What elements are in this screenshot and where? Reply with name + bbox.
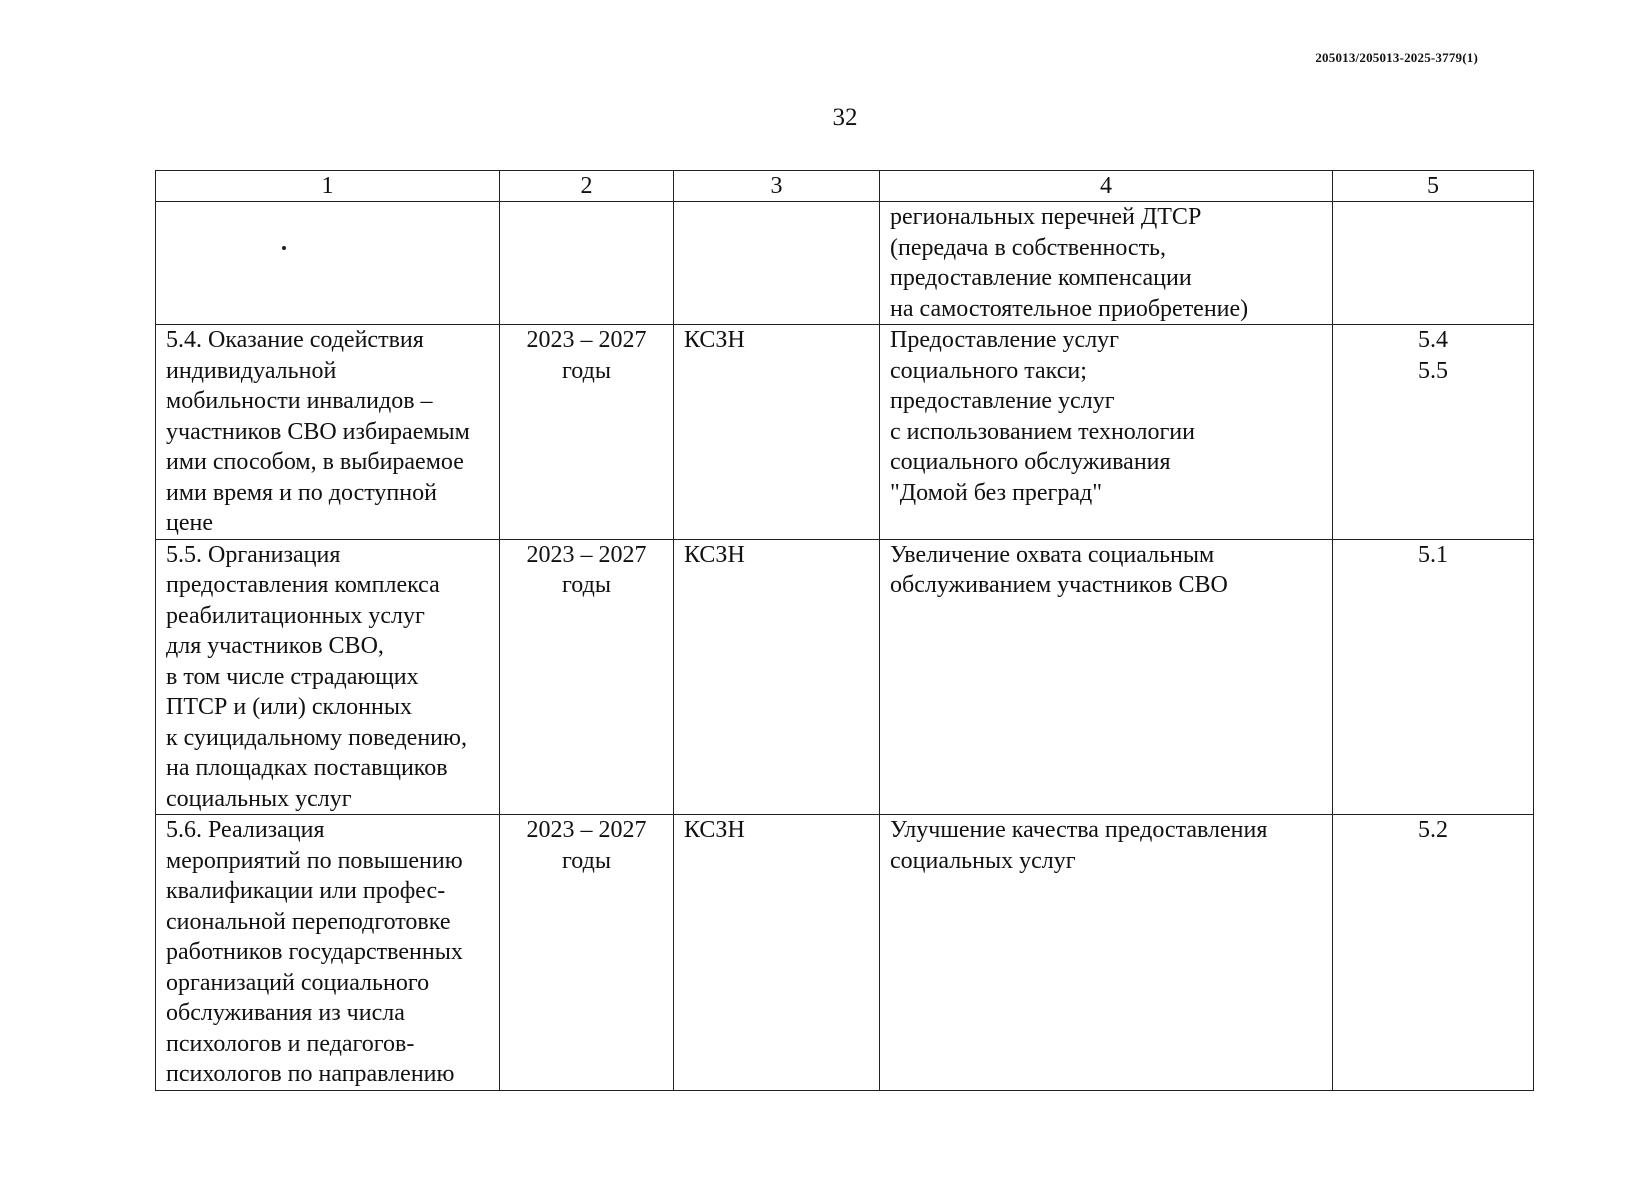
cell-line: 5.4 [1418,327,1448,353]
cell-line: 2023 – 2027 [526,541,647,568]
table-cell: КСЗН [674,539,880,815]
table-cell [880,539,1333,815]
table-cell [880,325,1333,540]
cell-line: реабилитационных услуг [166,602,425,629]
table-header-row [156,171,1534,202]
cell-line: 5.6. Реализация [166,817,325,843]
cell-line: участников СВО избираемым [166,418,470,445]
cell-line: "Домой без преград" [890,479,1103,506]
cell-line: Улучшение качества предоставления [890,817,1268,843]
table-row [156,325,1534,540]
cell-line: психологов и педагогов- [166,1030,415,1057]
cell-line: 5.5 [1418,357,1448,384]
cell-line: мероприятий по повышению [166,847,463,874]
table-cell [1333,815,1534,1091]
column-header: 1 [156,171,500,202]
table-cell [1333,539,1534,815]
cell-line: предоставление услуг [890,388,1115,414]
cell-line: на самостоятельное приобретение) [890,295,1249,322]
table-row [156,202,1534,325]
column-header: 3 [674,171,880,202]
cell-line: социальных услуг [166,785,352,812]
cell-line: в том числе страдающих [166,663,419,690]
table-cell [500,815,674,1091]
table-cell [156,202,500,325]
cell-line: Увеличение охвата социальным [890,541,1215,568]
table-row [156,539,1534,815]
cell-line: социальных услуг [890,847,1076,874]
cell-line: работников государственных [166,939,463,965]
cell-line: (передача в собственность, [890,234,1166,261]
table-cell: КСЗН [674,815,880,1091]
cell-line: индивидуальной [166,357,337,384]
table-cell [156,815,500,1091]
table-row [156,815,1534,1091]
cell-line: 5.4. Оказание содействия [166,327,424,353]
cell-line: 2023 – 2027 [526,817,647,843]
table-cell [880,815,1333,1091]
table-cell: КСЗН [674,325,880,540]
scan-dot [282,246,286,250]
measures-table [155,170,1534,1091]
cell-line: психологов по направлению [166,1061,455,1087]
table-cell [156,325,500,540]
cell-line: с использованием технологии [890,418,1195,445]
cell-line: к суицидальному поведению, [166,724,467,751]
cell-line: 5.1 [1418,541,1448,568]
cell-line: 5.5. Организация [166,541,341,568]
column-header: 5 [1333,171,1534,202]
cell-line: цене [166,510,213,536]
cell-line: ими способом, в выбираемое [166,449,464,475]
cell-line: социального такси; [890,357,1087,384]
cell-line: сиональной переподготовке [166,908,451,935]
page-number: 32 [832,104,858,131]
table-cell [1333,202,1534,325]
cell-line: обслуживанием участников СВО [890,572,1228,598]
cell-line: ими время и по доступной [166,479,437,506]
column-header: 2 [500,171,674,202]
cell-line: квалификации или профес- [166,878,446,904]
document-id: 205013/205013-2025-3779(1) [1315,50,1478,65]
table-cell [500,325,674,540]
cell-line: региональных перечней ДТСР [890,204,1202,230]
cell-line: годы [562,572,611,598]
cell-line: годы [562,357,611,384]
table-cell [500,202,674,325]
cell-line: для участников СВО, [166,633,384,659]
cell-line: на площадках поставщиков [166,755,448,781]
cell-line: 2023 – 2027 [526,327,647,353]
table-cell [674,202,880,325]
cell-line: обслуживания из числа [166,1000,405,1026]
cell-line: ПТСР и (или) склонных [166,694,412,720]
table-cell [500,539,674,815]
cell-line: годы [562,847,611,874]
cell-line: Предоставление услуг [890,327,1120,353]
cell-line: предоставления комплекса [166,572,440,598]
cell-line: 5.2 [1418,817,1448,843]
cell-line: предоставление компенсации [890,265,1192,291]
column-header: 4 [880,171,1333,202]
cell-line: социального обслуживания [890,449,1171,475]
cell-line: мобильности инвалидов – [166,388,433,414]
cell-line: организаций социального [166,969,430,996]
table-cell [156,539,500,815]
table-cell [1333,325,1534,540]
table-cell [880,202,1333,325]
